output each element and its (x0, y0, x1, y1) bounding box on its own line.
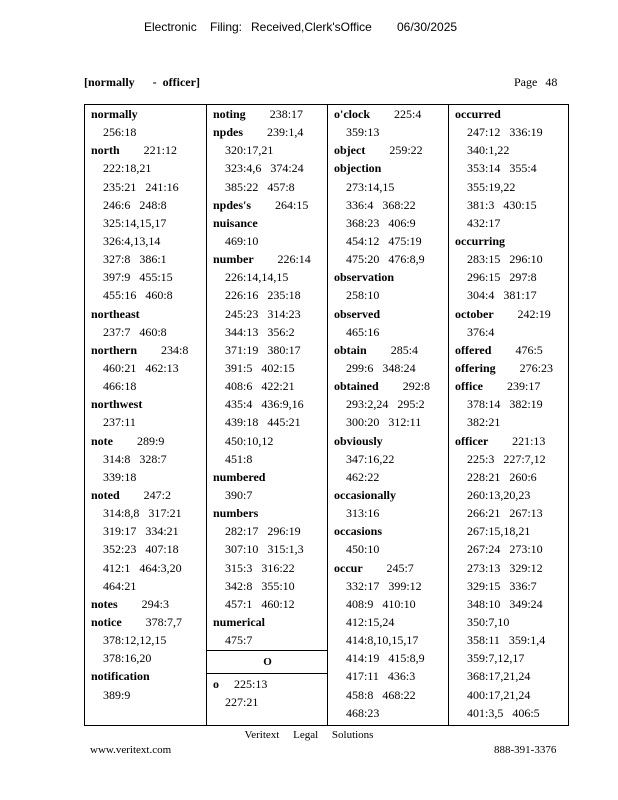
index-ref: 314:8 328:7 (103, 451, 167, 466)
index-ref: 339:18 (103, 469, 137, 484)
index-ref: 347:16,22 (346, 451, 395, 466)
index-term (449, 359, 569, 377)
index-ref: 246:6 248:8 (103, 197, 167, 212)
index-ref: 299:6 348:24 (346, 360, 416, 375)
index-ref: 226:16 235:18 (225, 288, 301, 303)
index-ref: 329:15 336:7 (467, 578, 537, 593)
index-ref: 276:23 (519, 360, 553, 375)
index-ref: 319:17 334:21 (103, 524, 179, 539)
index-ref: 247:2 (143, 487, 172, 502)
index-entry (85, 613, 206, 667)
index-term (85, 105, 206, 123)
index-column-3 (328, 105, 448, 725)
index-ref: 439:18 445:21 (225, 415, 301, 430)
index-term (328, 305, 448, 323)
index-term (328, 268, 448, 286)
index-entry (328, 432, 448, 486)
index-ref: 390:7 (225, 487, 253, 502)
index-ref: 417:11 436:3 (346, 669, 416, 684)
index-ref: 381:3 430:15 (467, 197, 537, 212)
index-ref: 389:9 (103, 687, 131, 702)
index-ref: 465:16 (346, 324, 380, 339)
index-ref: 414:19 415:8,9 (346, 651, 425, 666)
index-ref: 228:21 260:6 (467, 469, 537, 484)
index-ref: 221:12 (143, 143, 178, 158)
index-ref: 378:12,12,15 (103, 633, 167, 648)
index-term-label: npdes (213, 125, 244, 140)
index-term (85, 395, 206, 413)
index-ref: 414:8,10,15,17 (346, 633, 419, 648)
index-entry (328, 105, 448, 141)
index-entry (207, 250, 327, 468)
index-ref: 401:3,5 406:5 (467, 705, 540, 720)
index-ref: 315:3 316:22 (225, 560, 295, 575)
index-entry (449, 341, 569, 359)
index-ref: 292:8 (402, 379, 431, 394)
index-ref: 358:11 359:1,4 (467, 633, 546, 648)
index-term-label: obviously (334, 433, 383, 448)
page-number-value: 48 (545, 75, 558, 89)
index-entry (328, 159, 448, 268)
index-term-label: north (91, 143, 120, 158)
index-ref: 260:13,20,23 (467, 487, 531, 502)
index-ref: 412:15,24 (346, 614, 395, 629)
filing-electronic: Electronic (144, 20, 197, 34)
index-entry (85, 305, 206, 341)
index-ref: 259:22 (389, 143, 423, 158)
index-ref: 332:17 399:12 (346, 578, 422, 593)
index-term-label: numerical (213, 614, 265, 629)
index-term (449, 305, 569, 323)
index-term (328, 159, 448, 177)
index-ref: 458:8 468:22 (346, 687, 416, 702)
index-ref: 237:7 460:8 (103, 324, 167, 339)
index-term-label: occasionally (334, 487, 396, 502)
index-ref: 267:15,18,21 (467, 524, 531, 539)
index-term (328, 432, 448, 450)
index-ref: 397:9 455:15 (103, 270, 173, 285)
index-entry (328, 559, 448, 722)
index-entry (449, 432, 569, 722)
index-ref: 264:15 (275, 197, 309, 212)
index-term (85, 595, 206, 613)
index-ref: 385:22 457:8 (225, 179, 295, 194)
index-ref: 353:14 355:4 (467, 161, 537, 176)
index-term-label: objection (334, 161, 382, 176)
index-ref: 342:8 355:10 (225, 578, 295, 593)
index-ref: 325:14,15,17 (103, 215, 167, 230)
index-ref: 258:10 (346, 288, 380, 303)
index-term (328, 559, 448, 577)
index-ref: 468:23 (346, 705, 380, 720)
index-entry (207, 468, 327, 504)
index-entry (85, 667, 206, 703)
index-term-label: notification (91, 669, 150, 684)
index-ref: 293:2,24 295:2 (346, 397, 425, 412)
index-ref: 282:17 296:19 (225, 524, 301, 539)
index-ref: 256:18 (103, 125, 137, 140)
index-term (449, 432, 569, 450)
index-ref: 283:15 296:10 (467, 252, 543, 267)
footer-company: Veritext Legal Solutions (244, 729, 374, 741)
index-term-label: o'clock (334, 107, 370, 121)
index-entry (207, 196, 327, 214)
index-ref: 294:3 (141, 596, 170, 611)
index-entry (207, 214, 327, 250)
index-ref: 247:12 336:19 (467, 125, 543, 140)
index-entry (207, 675, 328, 711)
index-ref: 450:10,12 (225, 433, 274, 448)
index-ref: 327:8 386:1 (103, 252, 167, 267)
index-ref: 368:23 406:9 (346, 215, 416, 230)
index-term (85, 341, 206, 359)
index-ref: 296:15 297:8 (467, 270, 537, 285)
index-term-label: normally (91, 107, 138, 121)
index-ref: 320:17,21 (225, 143, 274, 158)
index-ref: 368:17,21,24 (467, 669, 531, 684)
index-ref: 273:14,15 (346, 179, 395, 194)
index-ref: 226:14,14,15 (225, 270, 289, 285)
index-entry (85, 395, 206, 431)
index-entry (85, 432, 206, 486)
index-term-label: occurring (455, 233, 505, 248)
index-entry (207, 613, 327, 649)
index-term-label: october (455, 306, 494, 321)
index-ref: 400:17,21,24 (467, 687, 531, 702)
index-range: [normally - officer] (84, 75, 200, 89)
index-term (85, 432, 206, 450)
index-term (328, 141, 448, 159)
index-ref: 348:10 349:24 (467, 596, 543, 611)
index-term (207, 105, 327, 123)
index-ref: 323:4,6 374:24 (225, 161, 304, 176)
filing-label: Filing: (210, 20, 243, 34)
index-ref: 313:16 (346, 506, 380, 521)
index-term (207, 214, 327, 232)
index-term (207, 123, 327, 141)
index-term (85, 613, 206, 631)
index-ref: 239:17 (506, 379, 541, 394)
index-ref: 239:1,4 (267, 125, 304, 140)
index-term-label: northern (91, 342, 137, 357)
index-term-label: northwest (91, 397, 143, 412)
index-term-label: object (334, 143, 366, 158)
index-ref: 304:4 381:17 (467, 288, 537, 303)
index-ref: 234:8 (161, 342, 189, 357)
filing-stamp (0, 20, 618, 36)
footer-website: www.veritext.com (90, 744, 172, 756)
index-term-label: nuisance (213, 215, 258, 230)
index-entry (207, 504, 327, 613)
index-entry (449, 105, 569, 232)
index-entry (328, 305, 448, 341)
index-ref: 391:5 402:15 (225, 360, 295, 375)
index-entry (85, 105, 206, 141)
index-term (207, 468, 327, 486)
index-ref: 462:22 (346, 469, 380, 484)
index-term (328, 341, 448, 359)
index-entry (85, 595, 206, 613)
index-ref: 412:1 464:3,20 (103, 560, 182, 575)
index-term-label: noted (91, 487, 120, 502)
index-entry (85, 141, 206, 304)
index-ref: 350:7,10 (467, 614, 510, 629)
index-term-label: number (213, 252, 254, 267)
index-ref: 300:20 312:11 (346, 415, 422, 430)
footer-phone: 888-391-3376 (494, 744, 557, 756)
letter-section-header: O (207, 650, 328, 674)
index-term (85, 141, 206, 159)
index-term-label: occur (334, 560, 363, 575)
index-ref: 371:19 380:17 (225, 342, 301, 357)
filing-received: Received,Clerk'sOffice (251, 20, 372, 34)
index-term (207, 250, 327, 268)
index-term (85, 667, 206, 685)
index-ref: 457:1 460:12 (225, 596, 295, 611)
index-ref: 460:21 462:13 (103, 360, 179, 375)
index-term-label: offered (455, 342, 492, 357)
index-ref: 376:4 (467, 324, 495, 339)
index-ref: 266:21 267:13 (467, 506, 543, 521)
index-term-label: occasions (334, 524, 382, 539)
index-ref: 359:13 (346, 125, 380, 140)
index-ref: 221:13 (512, 433, 546, 448)
index-term-label: numbers (213, 506, 259, 521)
index-ref: 235:21 241:16 (103, 179, 179, 194)
index-term (328, 377, 448, 395)
index-ref: 450:10 (346, 542, 380, 557)
index-ref: 378:7,7 (145, 614, 182, 629)
index-ref: 464:21 (103, 578, 137, 593)
index-term (207, 504, 327, 522)
index-entry (85, 341, 206, 395)
index-table (84, 104, 569, 726)
index-ref: 245:23 314:23 (225, 306, 301, 321)
index-ref: 451:8 (225, 451, 253, 466)
index-ref: 227:21 (225, 695, 259, 710)
index-ref: 432:17 (467, 215, 501, 230)
index-ref: 455:16 460:8 (103, 288, 173, 303)
index-ref: 336:4 368:22 (346, 197, 416, 212)
index-ref: 435:4 436:9,16 (225, 397, 304, 412)
page-label: Page (514, 75, 538, 89)
index-column-1 (85, 105, 206, 725)
index-column-4 (449, 105, 569, 725)
index-ref: 340:1,22 (467, 143, 510, 158)
index-term-label: note (91, 433, 113, 448)
index-ref: 408:6 422:21 (225, 379, 295, 394)
index-entry (328, 377, 448, 431)
filing-date: 06/30/2025 (397, 20, 458, 34)
index-ref: 242:19 (517, 306, 551, 321)
index-ref: 476:5 (515, 342, 543, 357)
index-term-label: officer (455, 433, 489, 448)
index-entry (328, 268, 448, 304)
index-ref: 326:4,13,14 (103, 233, 161, 248)
index-term-label: offering (455, 360, 496, 375)
index-ref: 475:7 (225, 633, 253, 648)
index-ref: 355:19,22 (467, 179, 516, 194)
index-entry (449, 232, 569, 305)
index-entry (449, 359, 569, 377)
index-ref: 352:23 407:18 (103, 542, 179, 557)
index-ref: 225:4 (394, 107, 422, 121)
index-ref: 226:14 (277, 252, 311, 267)
index-term (449, 232, 569, 250)
index-term (85, 305, 206, 323)
index-term-label: notice (91, 614, 122, 629)
index-term-label: noting (213, 107, 246, 121)
index-ref: 378:16,20 (103, 651, 152, 666)
index-term-label: office (455, 379, 483, 394)
index-entry (328, 486, 448, 522)
index-ref: 408:9 410:10 (346, 596, 416, 611)
index-term (85, 486, 206, 504)
index-ref: 378:14 382:19 (467, 397, 543, 412)
index-term-label: o (213, 677, 219, 691)
index-term-label: observed (334, 306, 380, 321)
index-ref: 344:13 356:2 (225, 324, 295, 339)
letter-section-entries (207, 675, 328, 711)
index-term-label: observation (334, 270, 394, 285)
index-ref: 245:7 (386, 560, 414, 575)
index-term (328, 522, 448, 540)
index-ref: 222:18,21 (103, 161, 152, 176)
index-term-label: obtain (334, 342, 367, 357)
index-ref: 466:18 (103, 379, 137, 394)
index-entry (85, 486, 206, 595)
index-ref: 267:24 273:10 (467, 542, 543, 557)
index-term (207, 196, 327, 214)
index-term-label: occurred (455, 107, 501, 121)
index-ref: 469:10 (225, 233, 259, 248)
index-term (328, 486, 448, 504)
index-ref: 454:12 475:19 (346, 233, 422, 248)
index-term-label: northeast (91, 306, 140, 321)
index-ref: 285:4 (390, 342, 419, 357)
index-ref: 237:11 (103, 415, 136, 430)
index-entry (449, 305, 569, 341)
page-number (514, 75, 557, 90)
index-term (207, 613, 327, 631)
index-term-label: npdes's (213, 197, 252, 212)
index-term (328, 105, 448, 123)
index-term-label: obtained (334, 379, 379, 394)
index-ref: 225:3 227:7,12 (467, 451, 546, 466)
index-ref: 314:8,8 317:21 (103, 506, 182, 521)
index-term (449, 105, 569, 123)
index-entry (207, 123, 327, 196)
index-ref: 225:13 (234, 677, 268, 691)
index-ref: 307:10 315:1,3 (225, 542, 304, 557)
index-entry (328, 141, 448, 159)
index-ref: 382:21 (467, 415, 501, 430)
index-ref: 273:13 329:12 (467, 560, 543, 575)
index-term (449, 341, 569, 359)
index-ref: 289:9 (137, 433, 165, 448)
index-ref: 238:17 (269, 107, 304, 121)
index-ref: 475:20 476:8,9 (346, 252, 425, 267)
index-term-label: numbered (213, 469, 266, 484)
index-column-2 (207, 105, 327, 725)
index-term (207, 675, 328, 693)
index-entry (328, 341, 448, 377)
index-entry (328, 522, 448, 558)
index-ref: 359:7,12,17 (467, 651, 525, 666)
index-entry (449, 377, 569, 431)
index-term (449, 377, 569, 395)
index-entry (207, 105, 327, 123)
index-term-label: notes (91, 596, 118, 611)
